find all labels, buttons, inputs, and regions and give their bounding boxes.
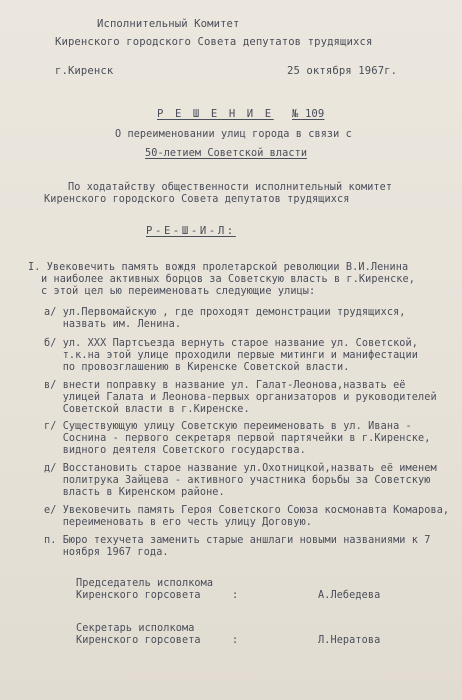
chair-colon: : (232, 590, 239, 601)
item-g-line-3: видного деятеля Советского государства. (44, 445, 306, 456)
item-b-line-3: по провозглашению в Киренске Советской власти. (44, 362, 350, 373)
place: г.Киренск (55, 65, 114, 77)
item-v-line-1: в/ внести поправку в название ул. Галат-Леонова,назвать её (44, 380, 406, 391)
item-d-line-2: политрука Зайцева - активного участника борьбы за Советскую (44, 475, 431, 486)
item-1-line-3: с этой цел ью переименовать следующие улицы: (41, 286, 316, 297)
preamble-line-2: Киренского городского Совета депутатов трудящихся (44, 194, 350, 205)
item-v-line-3: Советской власти в г.Киренске. (44, 404, 250, 415)
item-b-line-1: б/ ул. ХХХ Партсъезда вернуть старое название ул. Советской, (44, 338, 419, 349)
item-a-line-2: назвать им. Ленина. (44, 319, 182, 330)
secretary-title-line-2: Киренского горсовета (76, 635, 201, 646)
item-1-line-1: I. Увековечить память вождя пролетарской революции В.И.Ленина (28, 262, 409, 273)
subject-line-2: 50-летием Советской власти (145, 148, 308, 159)
item-g-line-1: г/ Существующую улицу Советскую переименовать в ул. Ивана - (44, 421, 412, 432)
item-2-line-2: ноября 1967 года. (44, 547, 169, 558)
item-b-line-2: т.к.на этой улице проходили первые митинги и манифестации (44, 350, 419, 361)
item-e-line-1: е/ Увековечить память Героя Советского Союза космонавта Комарова, (44, 505, 450, 516)
resolved-heading: Р-Е-Ш-И-Л: (146, 225, 236, 237)
subject-line-1: О переименовании улиц города в связи с (115, 129, 352, 140)
item-1-line-2: и наиболее активных борцов за Советскую власть в г.Киренске, (41, 274, 416, 285)
secretary-colon: : (232, 635, 239, 646)
secretary-name: Л.Нератова (318, 635, 381, 646)
item-2-line-1: п. Бюро техучета заменить старые аншлаги новыми названиями к 7 (44, 535, 431, 546)
item-v-line-2: улицей Галата и Леонова-первых организаторов и руководителей (44, 392, 437, 403)
document-date: 25 октября 1967г. (287, 65, 398, 77)
org-line-1: Исполнительный Комитет (97, 18, 240, 30)
item-a-line-1: а/ ул.Первомайскую , где проходят демонстрации трудящихся, (44, 307, 406, 318)
preamble-line-1: По ходатайству общественности исполнительный комитет (68, 182, 393, 193)
secretary-title-line-1: Секретарь исполкома (76, 623, 195, 634)
decision-number: № 109 (292, 108, 325, 120)
chair-name: А.Лебедева (318, 590, 381, 601)
chair-title-line-2: Киренского горсовета (76, 590, 201, 601)
item-g-line-2: Соснина - первого секретаря первой партячейки в г.Киренске, (44, 433, 431, 444)
decision-title: Р Е Ш Е Н И Е (157, 108, 274, 120)
org-line-2: Киренского городского Совета депутатов трудящихся (55, 36, 373, 48)
item-d-line-1: д/ Восстановить старое название ул.Охотницкой,назвать её именем (44, 463, 437, 474)
item-e-line-2: переименовать в его честь улицу Договую. (44, 517, 313, 528)
item-d-line-3: власть в Киренском районе. (44, 487, 225, 498)
chair-title-line-1: Председатель исполкома (76, 578, 214, 589)
